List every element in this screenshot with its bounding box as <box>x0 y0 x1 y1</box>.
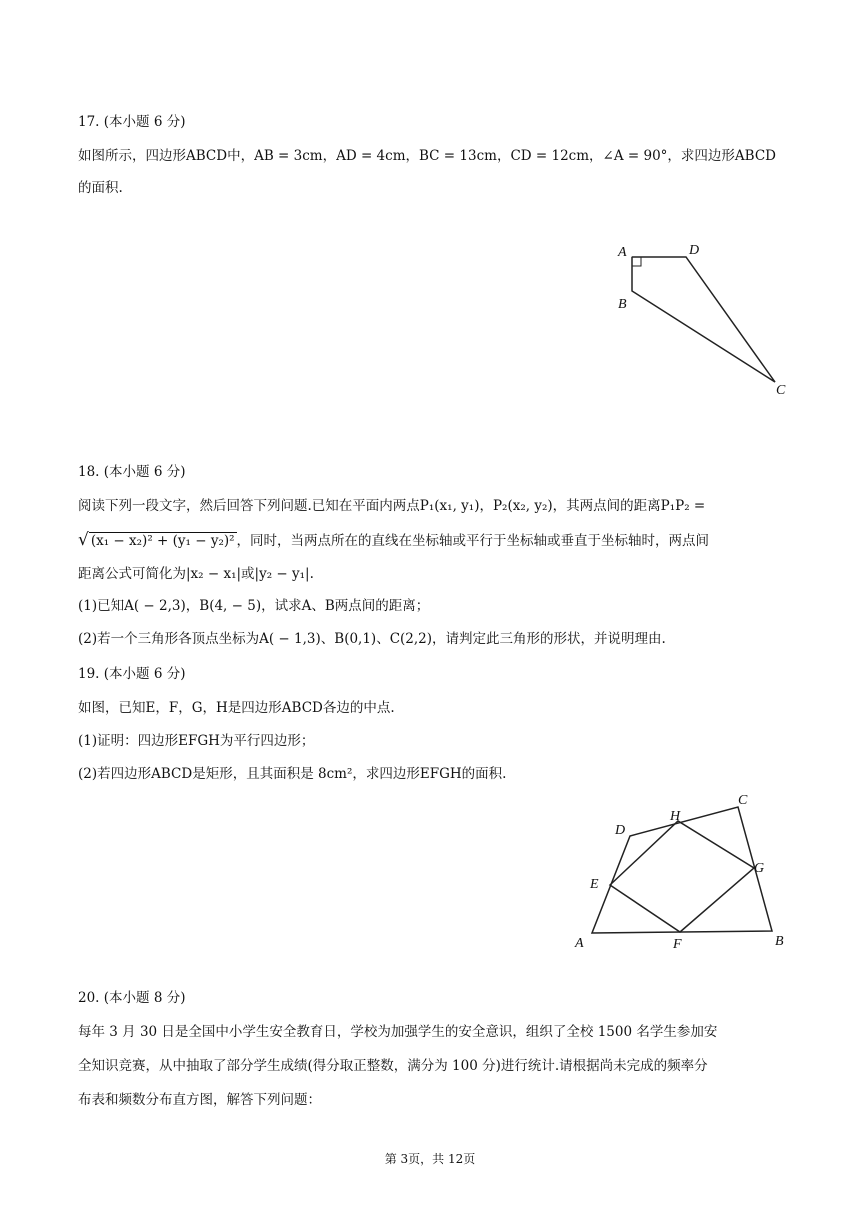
q19-quadrilateral-efgh <box>610 821 754 932</box>
q18-text-line2 <box>78 530 709 551</box>
q19-label-a: A <box>575 936 584 951</box>
q19-label-g: G <box>754 861 765 876</box>
q19-label-c: C <box>738 793 748 808</box>
q20-text-line1: 每年 3 月 30 日是全国中小学生安全教育日，学校为加强学生的安全意识，组织了全校 1500 名学生参加安 <box>78 1024 718 1040</box>
q20-title: 20. (本小题 8 分) <box>78 990 186 1006</box>
q19-label-b: B <box>775 934 784 949</box>
page-footer: 第 3页，共 12页 <box>384 1152 476 1166</box>
q17-label-a: A <box>618 245 627 260</box>
q18-sqrt-body: (x₁ − x₂)² + (y₁ − y₂)² <box>90 533 235 549</box>
q19-label-e: E <box>590 877 599 892</box>
q19-label-h: H <box>670 809 681 824</box>
q19-figure <box>570 790 795 960</box>
q18-part1: (1)已知A( − 2,3)，B(4, − 5)，试求A、B两点间的距离； <box>78 598 430 614</box>
q18-text-line2-rest: ，同时，当两点所在的直线在坐标轴或平行于坐标轴或垂直于坐标轴时，两点间 <box>236 533 710 549</box>
q19-part1: (1)证明：四边形EFGH为平行四边形； <box>78 733 315 749</box>
q17-label-b: B <box>618 297 627 312</box>
q17-label-c: C <box>776 383 786 398</box>
q17-title: 17. (本小题 6 分) <box>78 114 186 130</box>
q19-part2: (2)若四边形ABCD是矩形，且其面积是 8cm²，求四边形EFGH的面积. <box>78 766 507 782</box>
q18-part2: (2)若一个三角形各顶点坐标为A( − 1,3)、B(0,1)、C(2,2)，请判定此三角形的形状，并说明理由. <box>78 631 666 647</box>
q18-sqrt-sign: √ <box>78 530 89 550</box>
q17-figure <box>610 236 800 401</box>
q17-label-d: D <box>689 243 700 258</box>
q19-title: 19. (本小题 6 分) <box>78 666 186 682</box>
q20-text-line3: 布表和频数分布直方图，解答下列问题： <box>78 1092 321 1108</box>
q19-label-d: D <box>615 823 626 838</box>
q17-text-line2: 的面积. <box>78 180 123 196</box>
q18-text-line3: 距离公式可简化为|x₂ − x₁|或|y₂ − y₁|. <box>78 566 314 582</box>
q17-text-line1: 如图所示，四边形ABCD中，AB = 3cm，AD = 4cm，BC = 13cm，CD = 12cm，∠A = 90°，求四边形ABCD <box>78 148 776 164</box>
q18-title: 18. (本小题 6 分) <box>78 464 186 480</box>
q19-text-line1: 如图，已知E，F，G，H是四边形ABCD各边的中点. <box>78 700 395 716</box>
q18-text-line1: 阅读下列一段文字，然后回答下列问题.已知在平面内两点P₁(x₁, y₁)，P₂(x₂, y₂)，其两点间的距离P₁P₂ = <box>78 498 706 514</box>
q19-label-f: F <box>673 937 682 952</box>
q20-text-line2: 全知识竞赛，从中抽取了部分学生成绩(得分取正整数，满分为 100 分)进行统计.请根据尚未完成的频率分 <box>78 1058 708 1074</box>
q17-right-angle-mark <box>632 257 641 266</box>
q17-quadrilateral <box>632 257 775 382</box>
